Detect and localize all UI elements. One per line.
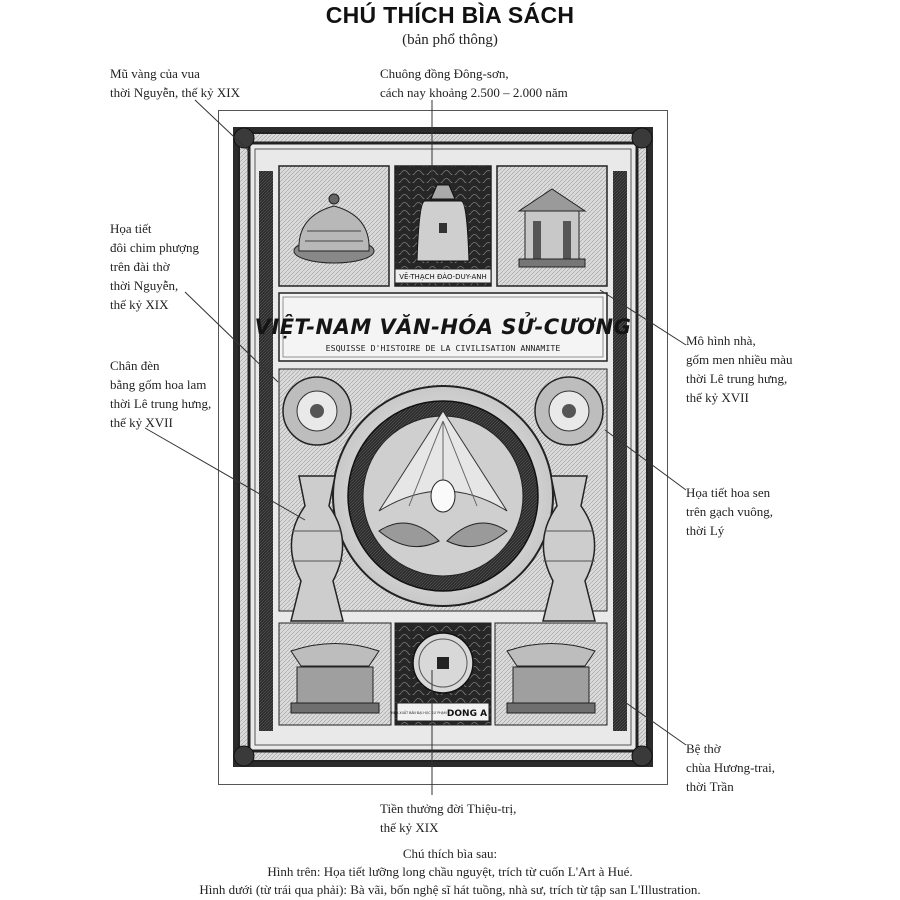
annotation-line: Chuông đồng Đông-sơn, xyxy=(380,66,509,81)
publisher-small-text: NHÀ XUẤT BẢN ĐẠI HỌC SƯ PHẠM xyxy=(391,711,447,715)
leader-line-house xyxy=(600,290,686,345)
annotation-line: gốm men nhiều màu xyxy=(686,352,793,367)
annotation-line: thời Nguyễn, thế kỷ XIX xyxy=(110,85,240,100)
annotation-line: thế kỷ XIX xyxy=(110,297,169,312)
publisher-logo: DONG A xyxy=(446,709,488,719)
back-cover-line: Hình dưới (từ trái qua phải): Bà vãi, bốn nghệ sĩ hát tuồng, nhà sư, trích từ tập san L'Illustration. xyxy=(199,882,701,897)
annotation-line: thời Nguyễn, xyxy=(110,278,179,293)
back-cover-line: Hình trên: Họa tiết lưỡng long chầu nguyệt, trích từ cuốn L'Art à Hué. xyxy=(267,864,633,879)
leader-line-phoenix xyxy=(185,292,278,382)
annotation-line: thời Lê trung hưng, xyxy=(686,371,788,386)
annotation-line: trên đài thờ xyxy=(110,259,170,274)
leader-line-lotus xyxy=(605,430,686,490)
annotation-line: Bệ thờ xyxy=(686,741,721,756)
annotation-line: đôi chim phượng xyxy=(110,240,200,255)
leader-line-crown xyxy=(195,100,250,152)
page-subtitle: (bản phổ thông) xyxy=(402,32,498,48)
annotation-line: chùa Hương-trai, xyxy=(686,760,776,775)
book-subtitle: ESQUISSE D'HISTOIRE DE LA CIVILISATION ANNAMITE xyxy=(325,343,561,353)
annotation-line: thế kỷ XIX xyxy=(380,820,439,835)
annotation-line: cách nay khoảng 2.500 – 2.000 năm xyxy=(380,85,568,100)
annotation-line: Tiền thưởng đời Thiệu-trị, xyxy=(380,801,517,816)
book-title: VIỆT-NAM VĂN-HÓA SỬ-CƯƠNG xyxy=(254,315,632,339)
annotation-line: Mô hình nhà, xyxy=(686,333,756,348)
page-title: CHÚ THÍCH BÌA SÁCH xyxy=(325,2,575,28)
annotation-line: bằng gốm hoa lam xyxy=(110,377,207,392)
artist-credit: VẼ-THẠCH ĐÀO-DUY-ANH xyxy=(399,273,487,281)
annotation-line: Mũ vàng của vua xyxy=(110,66,200,81)
annotation-line: thời Lê trung hưng, xyxy=(110,396,212,411)
back-cover-heading: Chú thích bìa sau: xyxy=(402,846,498,861)
annotation-line: Chân đèn xyxy=(110,358,160,373)
leader-line-altar xyxy=(622,700,686,745)
annotation-line: trên gạch vuông, xyxy=(686,504,774,519)
back-cover-notes xyxy=(0,845,900,899)
annotation-line: thế kỷ XVII xyxy=(110,415,173,430)
annotation-line: Họa tiết hoa sen xyxy=(686,485,771,500)
annotation-line: thời Trần xyxy=(686,779,734,794)
annotation-line: Họa tiết xyxy=(110,221,152,236)
leader-line-lamp xyxy=(145,428,305,520)
annotation-line: thế kỷ XVII xyxy=(686,390,749,405)
annotation-line: thời Lý xyxy=(686,523,725,538)
